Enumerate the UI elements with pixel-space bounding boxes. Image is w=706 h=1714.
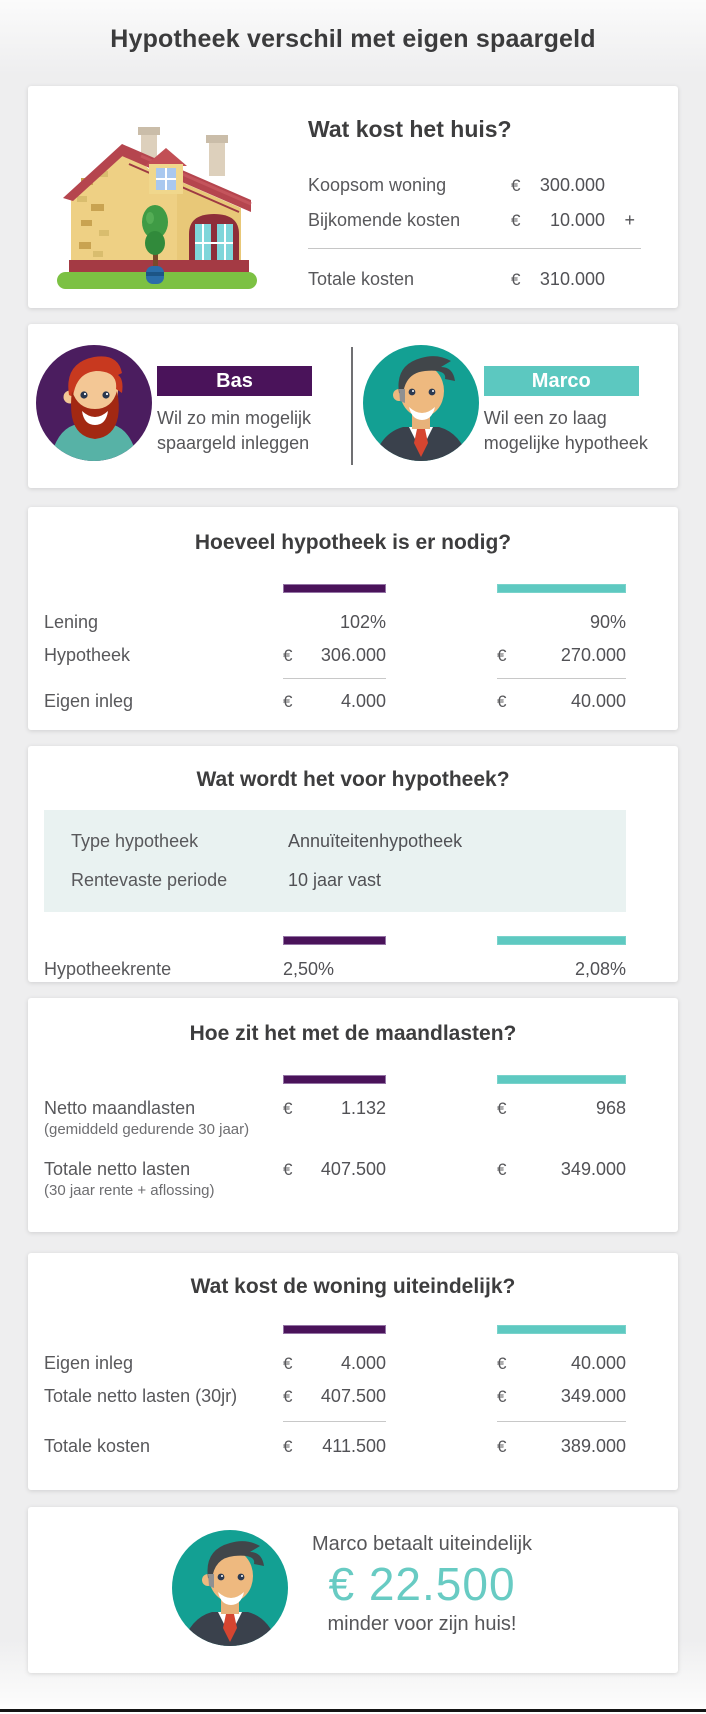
- marco-avatar: [363, 345, 479, 461]
- card-title: Hoeveel hypotheek is er nodig?: [194, 531, 512, 554]
- mortgage-info-box: [44, 810, 626, 912]
- rate-row: [28, 958, 678, 980]
- cost-value: 10.000: [549, 210, 605, 230]
- bas-value: 102%: [339, 612, 386, 632]
- currency-symbol: €: [497, 1160, 507, 1179]
- row-sublabel: (gemiddeld gedurende 30 jaar): [44, 1121, 250, 1138]
- bas-value: 4.000: [340, 1353, 386, 1373]
- currency-symbol: €: [283, 1437, 293, 1456]
- description-line: Wil een zo laag: [483, 408, 607, 428]
- sum-divider-row: [28, 678, 678, 679]
- marco-value: 389.000: [560, 1436, 626, 1456]
- info-label: Type hypotheek: [71, 831, 199, 851]
- mortgage-needed-card: [28, 507, 678, 730]
- marco-value: 349.000: [560, 1386, 626, 1406]
- marco-value: 968: [595, 1098, 626, 1118]
- comparison-row: [28, 1097, 678, 1140]
- currency-symbol: €: [283, 1354, 293, 1373]
- personas-card: [28, 324, 678, 488]
- description-line: spaargeld inleggen: [157, 433, 310, 453]
- currency-symbol: €: [283, 646, 293, 665]
- bas-color-bar: [283, 1325, 386, 1334]
- row-label: Totale netto lasten (30jr): [44, 1386, 238, 1406]
- bottom-rule: [0, 1709, 706, 1712]
- info-value: 10 jaar vast: [288, 870, 382, 890]
- comparison-row: [28, 639, 678, 672]
- comparison-row: [28, 685, 678, 718]
- marco-panel: [353, 324, 678, 488]
- cost-label: Bijkomende kosten: [308, 210, 461, 230]
- currency-symbol: €: [497, 646, 507, 665]
- bas-color-bar: [283, 936, 386, 945]
- conclusion-card: [28, 1507, 678, 1673]
- info-label: Rentevaste periode: [71, 870, 228, 890]
- marco-value: 90%: [589, 612, 626, 632]
- cost-row-bijkomend: [308, 203, 641, 238]
- marco-value: 40.000: [570, 691, 626, 711]
- total-value: 310.000: [539, 269, 605, 289]
- marco-value: 40.000: [570, 1353, 626, 1373]
- row-label: Hypotheekrente: [44, 959, 172, 979]
- marco-avatar: [172, 1530, 288, 1646]
- currency-symbol: €: [283, 1099, 293, 1118]
- mortgage-type-card: [28, 746, 678, 982]
- bas-value: 4.000: [340, 691, 386, 711]
- bas-value: 411.500: [322, 1436, 386, 1456]
- cost-value: 300.000: [539, 175, 605, 195]
- bas-value: 407.500: [320, 1386, 386, 1406]
- legend-bars: [28, 1325, 678, 1334]
- bas-value: 306.000: [320, 645, 386, 665]
- currency-symbol: €: [511, 211, 521, 230]
- card-title: Hoe zit het met de maandlasten?: [189, 1022, 517, 1045]
- total-label: Totale kosten: [308, 269, 415, 289]
- bas-nameplate: Bas: [157, 366, 312, 396]
- currency-symbol: €: [283, 692, 293, 711]
- monthly-costs-card: [28, 998, 678, 1232]
- cost-row-koopsom: [308, 168, 641, 203]
- row-label: Totale netto lasten: [44, 1159, 191, 1179]
- house-card-heading: Wat kost het huis?: [308, 116, 512, 142]
- currency-symbol: €: [511, 176, 521, 195]
- sum-divider: [497, 1421, 626, 1422]
- card-title: Wat kost de woning uiteindelijk?: [190, 1275, 516, 1298]
- currency-symbol: €: [283, 1387, 293, 1406]
- legend-bars: [28, 1075, 678, 1084]
- currency-symbol: €: [497, 1354, 507, 1373]
- bas-value: 1.132: [340, 1098, 386, 1118]
- row-label: Hypotheek: [44, 645, 131, 665]
- sum-divider: [283, 1421, 386, 1422]
- comparison-row: [28, 1158, 678, 1201]
- bas-color-bar: [283, 1075, 386, 1084]
- currency-symbol: €: [497, 1099, 507, 1118]
- house-illustration: [53, 122, 263, 294]
- info-value: Annuïteitenhypotheek: [288, 831, 463, 851]
- marco-rate: 2,08%: [574, 959, 626, 979]
- page-title: Hypotheek verschil met eigen spaargeld: [110, 25, 596, 53]
- final-cost-card: [28, 1253, 678, 1490]
- marco-description: [484, 406, 648, 456]
- currency-symbol: €: [497, 692, 507, 711]
- plus-operator: +: [624, 210, 635, 230]
- info-row: [71, 822, 626, 861]
- row-label: Lening: [44, 612, 99, 632]
- cost-label: Koopsom woning: [308, 175, 447, 195]
- currency-symbol: €: [511, 270, 521, 289]
- currency-symbol: €: [283, 1160, 293, 1179]
- comparison-row: [28, 606, 678, 639]
- row-label: Eigen inleg: [44, 691, 134, 711]
- house-cost-card: [28, 86, 678, 308]
- marco-value: 270.000: [560, 645, 626, 665]
- marco-color-bar: [497, 1075, 626, 1084]
- sum-divider: [497, 678, 626, 679]
- comparison-row: [28, 1347, 678, 1380]
- currency-symbol: €: [497, 1387, 507, 1406]
- sum-divider-row: [28, 1421, 678, 1422]
- description-line: Wil zo min mogelijk: [157, 408, 312, 428]
- sum-divider: [283, 678, 386, 679]
- bas-value: 407.500: [320, 1159, 386, 1179]
- marco-color-bar: [497, 584, 626, 593]
- bas-rate: 2,50%: [283, 959, 335, 979]
- comparison-row: [28, 1380, 678, 1413]
- marco-color-bar: [497, 936, 626, 945]
- info-row: [71, 861, 626, 900]
- currency-symbol: €: [497, 1437, 507, 1456]
- marco-color-bar: [497, 1325, 626, 1334]
- row-label: Eigen inleg: [44, 1353, 134, 1373]
- sum-divider: [308, 248, 641, 249]
- conclusion-line2: minder voor zijn huis!: [327, 1613, 517, 1635]
- marco-value: 349.000: [560, 1159, 626, 1179]
- bas-panel: [28, 324, 351, 488]
- row-label: Totale kosten: [44, 1436, 151, 1456]
- bas-description: [157, 406, 312, 456]
- conclusion-line1: Marco betaalt uiteindelijk: [311, 1533, 533, 1555]
- comparison-row: [28, 1430, 678, 1463]
- row-label: Netto maandlasten: [44, 1098, 196, 1118]
- card-title: Wat wordt het voor hypotheek?: [196, 768, 510, 791]
- marco-nameplate: Marco: [484, 366, 639, 396]
- legend-bars: [28, 936, 678, 945]
- row-sublabel: (30 jaar rente + aflossing): [44, 1182, 215, 1199]
- bas-avatar: [36, 345, 152, 461]
- savings-amount: € 22.500: [328, 1558, 516, 1610]
- description-line: mogelijke hypotheek: [483, 433, 648, 453]
- bas-color-bar: [283, 584, 386, 593]
- legend-bars: [28, 584, 678, 593]
- cost-row-total: [308, 262, 641, 297]
